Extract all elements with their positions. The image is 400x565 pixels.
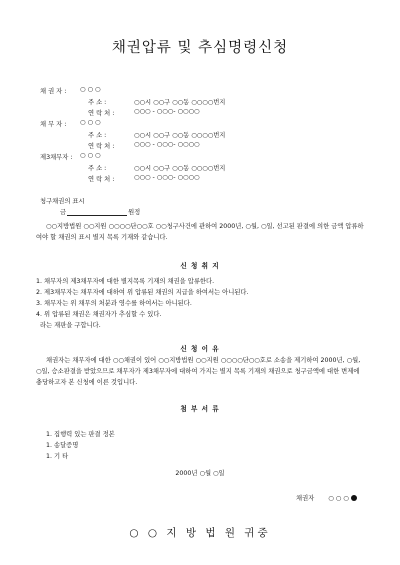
third-debtor-label: 제3채무자 :: [40, 154, 73, 161]
intro-paragraph: ○○지방법원 ○○지원 ○○○○단○○호 ○○청구사건에 관하여 2000년, ○월, ○일, 선고된 판결에 의한 금액 압류하여야 할 채권의 표시 별지 목록 기재와 같습니다.: [36, 223, 364, 241]
court-addressee: ○ ○ 지 방 법 원 귀중: [129, 527, 271, 539]
debtor-address: ○○시 ○○구 ○○동 ○○○○번지: [134, 132, 226, 139]
seal-icon: [351, 495, 357, 501]
creditor-name: ○ ○ ○: [80, 86, 101, 93]
attachment-item-3: 1. 기 타: [46, 453, 69, 460]
debtor-address-label: 주 소 :: [88, 132, 107, 139]
purpose-line-5: 라는 재판을 구합니다.: [40, 322, 101, 329]
third-debtor-phone: ○○○ - ○○○- ○○○○: [134, 174, 200, 181]
attachment-item-2: 1. 송달증명: [46, 442, 79, 449]
attachment-item-1: 1. 집행력 있는 판결 정본: [46, 431, 115, 438]
signature-name: ○ ○ ○: [328, 495, 349, 502]
signature-label: 채권자: [296, 495, 315, 502]
creditor-address: ○○시 ○○구 ○○동 ○○○○번지: [134, 99, 226, 106]
debtor-label: 채 무 자 :: [40, 121, 67, 128]
purpose-line-4: 4. 위 압류된 채권은 채권자가 추심할 수 있다.: [36, 311, 162, 318]
debtor-name: ○ ○ ○: [80, 119, 101, 126]
claim-label: 청구채권의 표시: [40, 198, 85, 205]
third-debtor-name: ○ ○ ○: [80, 152, 101, 159]
reason-heading: 신 청 이 유: [180, 345, 220, 353]
filing-date: 2000년 ○월 ○일: [175, 470, 225, 477]
claim-amount-prefix: 금: [60, 209, 67, 216]
debtor-phone: ○○○ - ○○○- ○○○○: [134, 141, 200, 148]
creditor-address-label: 주 소 :: [88, 99, 107, 106]
document-title: 채권압류 및 추심명령신청: [111, 40, 289, 56]
third-debtor-address: ○○시 ○○구 ○○동 ○○○○번지: [134, 165, 226, 172]
claim-amount: [60, 207, 140, 216]
reason-paragraph: 채권자는 채무자에 대한 ○○채권이 있어 ○○지방법원 ○○지원 ○○○○단○○호로 소송을 제기하여 2000년, ○월, ○일, 승소판결을 받았으므로 채무자가 제3채무자에 대하여 가지는 별지 목록 기재의 채권으로 청구금액에 대한 변제에 충당하고자 본 신청에 이른 것입니다.: [36, 357, 361, 386]
attachments-heading: 첨 부 서 류: [180, 405, 220, 413]
creditor-phone: ○○○ - ○○○- ○○○○: [134, 108, 200, 115]
third-debtor-phone-label: 연 락 처 :: [88, 176, 115, 183]
purpose-line-1: 1. 채무자의 제3채무자에 대한 별지목록 기재의 채권을 압류한다.: [36, 278, 215, 285]
purpose-heading: 신 청 취 지: [180, 262, 220, 270]
claim-amount-suffix: 원정: [128, 209, 141, 216]
claim-amount-blank: [67, 208, 127, 216]
creditor-label: 채 권 자 :: [40, 88, 67, 95]
creditor-phone-label: 연 락 처 :: [88, 110, 115, 117]
purpose-line-2: 2. 제3채무자는 채무자에 대하여 위 압류된 채권의 지급을 하여서는 아니된다.: [36, 289, 249, 296]
debtor-phone-label: 연 락 처 :: [88, 143, 115, 150]
purpose-line-3: 3. 채무자는 위 채무의 처분과 영수를 하여서는 아니된다.: [36, 300, 192, 307]
signature: [296, 493, 357, 502]
third-debtor-address-label: 주 소 :: [88, 165, 107, 172]
